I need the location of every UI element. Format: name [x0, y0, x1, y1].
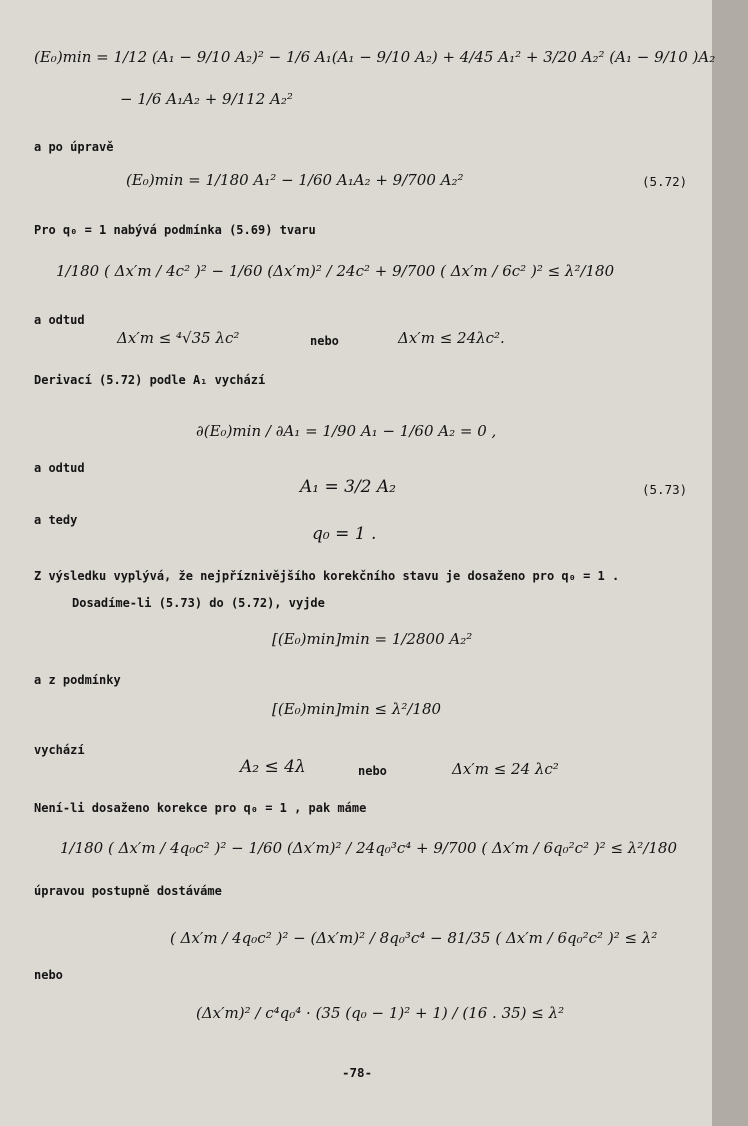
equation-dx-bound3: Δx′m ≤ 24 λc²: [452, 760, 559, 778]
equation-min-condition: [(E₀)min]min ≤ λ²/180: [272, 700, 442, 718]
equation-emin-line1: (E₀)min = 1/12 (A₁ − 9/10 A₂)² − 1/6 A₁(A₁ − 9/10 A₂) + 4/45 A₁² + 3/20 A₂² (A₁ − 9/10 )A₂: [34, 48, 716, 66]
equation-5-73: A₁ = 3/2 A₂: [300, 477, 396, 497]
equation-number-5-72: (5.72): [642, 174, 688, 189]
text-po-uprave: a po úpravě: [34, 140, 114, 154]
text-pro-q0: Pro q₀ = 1 nabývá podmínka (5.69) tvaru: [34, 223, 316, 237]
text-dosadime: Dosadíme-li (5.73) do (5.72), vyjde: [72, 596, 325, 610]
page-number: -78-: [342, 1065, 373, 1080]
text-z-vysledku: Z výsledku vyplývá, že nejpříznivějšího korekčního stavu je dosaženo pro q₀ = 1 .: [34, 569, 620, 583]
equation-stepwise: ( Δx′m / 4q₀c² )² − (Δx′m)² / 8q₀³c⁴ − 81/35 ( Δx′m / 6q₀²c² )² ≤ λ²: [170, 929, 658, 947]
equation-derivative: ∂(E₀)min / ∂A₁ = 1/90 A₁ − 1/60 A₂ = 0 ,: [196, 422, 497, 440]
text-upravou: úpravou postupně dostáváme: [34, 884, 222, 898]
equation-condition: 1/180 ( Δx′m / 4c² )² − 1/60 (Δx′m)² / 24c² + 9/700 ( Δx′m / 6c² )² ≤ λ²/180: [56, 262, 615, 280]
equation-a2-bound: A₂ ≤ 4λ: [240, 757, 306, 777]
book-spine-shadow: [712, 0, 748, 1126]
equation-dx-bound2: Δx′m ≤ 24λc².: [398, 329, 505, 347]
text-a-odtud-1: a odtud: [34, 313, 85, 327]
text-a-odtud-2: a odtud: [34, 461, 85, 475]
text-vychazi: vychází: [34, 743, 85, 757]
equation-final: (Δx′m)² / c⁴q₀⁴ · (35 (q₀ − 1)² + 1) / (16 . 35) ≤ λ²: [196, 1004, 565, 1022]
equation-dx-bound: Δx′m ≤ ⁴√35 λc²: [117, 329, 240, 347]
text-nebo-1: nebo: [310, 334, 339, 348]
equation-number-5-73: (5.73): [642, 482, 688, 497]
text-nebo-3: nebo: [34, 968, 63, 982]
text-derivaci: Derivací (5.72) podle A₁ vychází: [34, 373, 266, 387]
text-neni-li: Není-li dosaženo korekce pro q₀ = 1 , pak máme: [34, 801, 367, 815]
text-nebo-2: nebo: [358, 764, 387, 778]
equation-min-min: [(E₀)min]min = 1/2800 A₂²: [272, 630, 473, 648]
equation-emin-line2: − 1/6 A₁A₂ + 9/112 A₂²: [120, 90, 293, 108]
equation-5-72: (E₀)min = 1/180 A₁² − 1/60 A₁A₂ + 9/700 A₂²: [126, 171, 464, 189]
equation-q0-one: q₀ = 1 .: [312, 524, 377, 544]
equation-general: 1/180 ( Δx′m / 4q₀c² )² − 1/60 (Δx′m)² / 24q₀³c⁴ + 9/700 ( Δx′m / 6q₀²c² )² ≤ λ²/180: [60, 839, 678, 857]
text-z-podminky: a z podmínky: [34, 673, 121, 687]
text-a-tedy: a tedy: [34, 513, 78, 527]
